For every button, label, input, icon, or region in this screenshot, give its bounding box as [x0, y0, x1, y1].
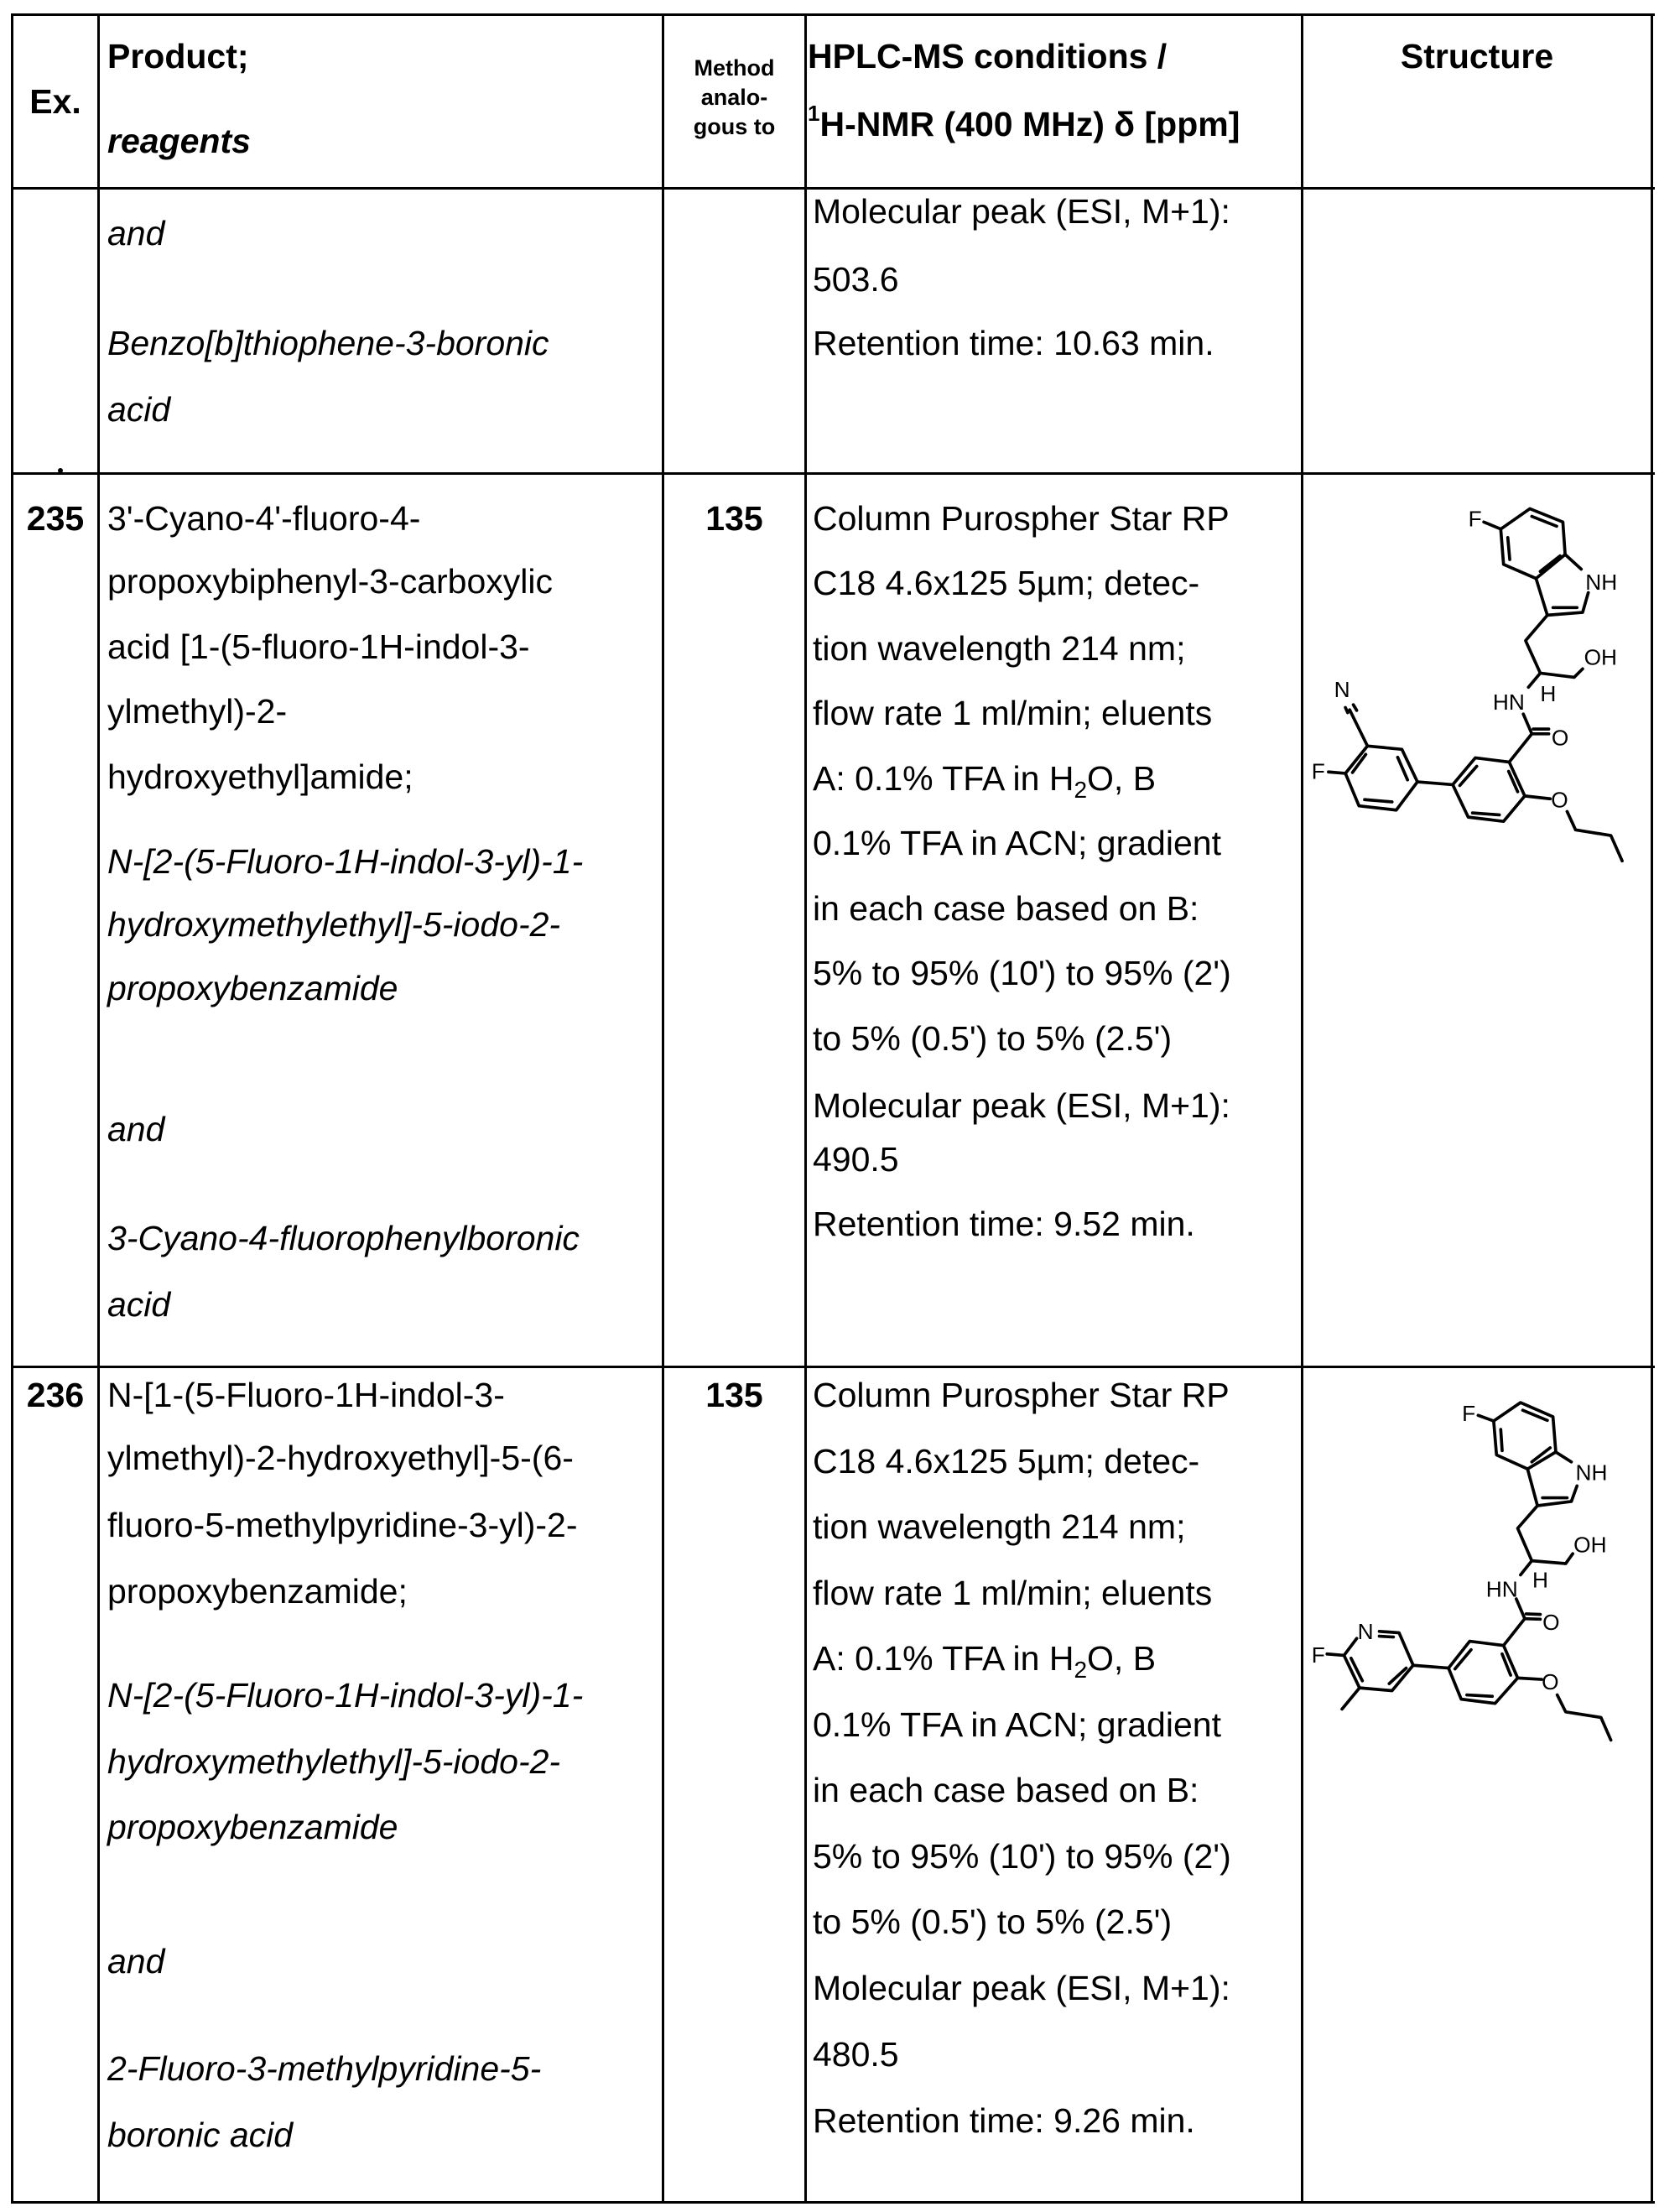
- header-hplc: HPLC-MS conditions /: [808, 35, 1167, 77]
- reagent-line: 2-Fluoro-3-methylpyridine-5-: [107, 2048, 541, 2090]
- hplc-line: C18 4.6x125 5µm; detec-: [813, 1440, 1199, 1482]
- col-border: [1301, 13, 1303, 2204]
- reagent-line: acid: [107, 388, 170, 430]
- retention-time: Retention time: 10.63 min.: [813, 322, 1214, 364]
- atom-label: O: [1552, 725, 1568, 750]
- col-border: [97, 13, 100, 2204]
- product-line: ylmethyl)-2-: [107, 690, 287, 732]
- atom-label: OH: [1573, 1533, 1606, 1558]
- atom-label: HN: [1486, 1576, 1518, 1601]
- hplc-line: tion wavelength 214 nm;: [813, 627, 1185, 669]
- atom-label: F: [1312, 1642, 1325, 1668]
- mol-peak-label: Molecular peak (ESI, M+1):: [813, 1967, 1230, 2009]
- atom-label: O: [1542, 1610, 1559, 1635]
- atom-label: F: [1312, 759, 1325, 784]
- header-ex: Ex.: [13, 81, 97, 122]
- reagent-line: N-[2-(5-Fluoro-1H-indol-3-yl)-1-: [107, 1674, 583, 1716]
- col-border: [11, 13, 13, 2204]
- hplc-line: C18 4.6x125 5µm; detec-: [813, 562, 1199, 604]
- product-line: acid [1-(5-fluoro-1H-indol-3-: [107, 626, 530, 668]
- header-method: Method: [664, 54, 804, 83]
- retention-time: Retention time: 9.52 min.: [813, 1203, 1195, 1245]
- reagent-line: Benzo[b]thiophene-3-boronic: [107, 322, 549, 364]
- method-ref: 135: [664, 1374, 804, 1416]
- hplc-line: 0.1% TFA in ACN; gradient: [813, 822, 1221, 864]
- col-border: [662, 13, 664, 2204]
- retention-time: Retention time: 9.26 min.: [813, 2100, 1195, 2142]
- hplc-line: in each case based on B:: [813, 887, 1199, 929]
- subscript: 2: [1074, 777, 1087, 803]
- subscript: 2: [1074, 1657, 1087, 1683]
- reagent-and: and: [107, 1108, 164, 1150]
- header-nmr-text: H-NMR (400 MHz) δ [ppm]: [819, 105, 1240, 143]
- atom-label: NH: [1576, 1460, 1608, 1486]
- structure-235: [1292, 470, 1659, 889]
- product-line: fluoro-5-methylpyridine-3-yl)-2-: [107, 1504, 578, 1546]
- col-border: [804, 13, 807, 2204]
- product-line: N-[1-(5-Fluoro-1H-indol-3-: [107, 1374, 505, 1416]
- hplc-eluent-a: [813, 1637, 1156, 1679]
- atom-label: H: [1540, 681, 1556, 706]
- atom-label: HN: [1493, 690, 1525, 715]
- reagent-line: hydroxymethylethyl]-5-iodo-2-: [107, 903, 560, 945]
- reagent-line: boronic acid: [107, 2114, 293, 2156]
- product-line: propoxybiphenyl-3-carboxylic: [107, 560, 553, 602]
- hplc-line: Column Purospher Star RP: [813, 497, 1230, 539]
- atom-label: F: [1469, 506, 1482, 531]
- header-structure: Structure: [1303, 35, 1651, 77]
- hplc-line: 5% to 95% (10') to 95% (2'): [813, 952, 1231, 994]
- stray-dot: [58, 468, 63, 473]
- header-bottom-border: [11, 187, 1655, 190]
- col-border: [1651, 13, 1653, 2204]
- atom-label: F: [1462, 1401, 1475, 1426]
- header-product: Product;: [107, 35, 249, 77]
- hplc-line: flow rate 1 ml/min; eluents: [813, 1572, 1212, 1614]
- mol-peak: 503.6: [813, 258, 899, 300]
- hplc-line: to 5% (0.5') to 5% (2.5'): [813, 1018, 1172, 1059]
- atom-label: O: [1542, 1669, 1558, 1694]
- reagent-line: acid: [107, 1283, 170, 1325]
- hplc-line: flow rate 1 ml/min; eluents: [813, 692, 1212, 734]
- hplc-line: Column Purospher Star RP: [813, 1374, 1230, 1416]
- reagent-and: and: [107, 212, 164, 254]
- structure-236: [1292, 1367, 1659, 1787]
- method-ref: 135: [664, 497, 804, 539]
- header-nmr: [808, 103, 1240, 145]
- product-line: propoxybenzamide;: [107, 1570, 408, 1612]
- reagent-line: 3-Cyano-4-fluorophenylboronic: [107, 1217, 580, 1259]
- superscript: 1: [808, 101, 819, 126]
- hplc-line: 0.1% TFA in ACN; gradient: [813, 1704, 1221, 1746]
- hplc-eluent-a: [813, 757, 1156, 799]
- hplc-line: tion wavelength 214 nm;: [813, 1506, 1185, 1548]
- header-reagents: reagents: [107, 120, 251, 162]
- eluent-text: O, B: [1087, 1639, 1156, 1678]
- reagent-line: propoxybenzamide: [107, 967, 398, 1009]
- eluent-text: O, B: [1087, 759, 1156, 798]
- hplc-line: in each case based on B:: [813, 1769, 1199, 1811]
- atom-label: H: [1532, 1568, 1548, 1593]
- atom-label: OH: [1584, 644, 1617, 669]
- product-line: ylmethyl)-2-hydroxyethyl]-5-(6-: [107, 1437, 574, 1479]
- mol-peak: 490.5: [813, 1138, 899, 1180]
- atom-label: N: [1334, 677, 1350, 702]
- atom-label: O: [1551, 787, 1568, 812]
- example-number: 236: [13, 1374, 97, 1416]
- eluent-text: A: 0.1% TFA in H: [813, 759, 1074, 798]
- header-method: gous to: [664, 112, 804, 142]
- hplc-line: 5% to 95% (10') to 95% (2'): [813, 1835, 1231, 1877]
- eluent-text: A: 0.1% TFA in H: [813, 1639, 1074, 1678]
- reagent-line: propoxybenzamide: [107, 1806, 398, 1848]
- table-top-border: [11, 13, 1655, 16]
- example-number: 235: [13, 497, 97, 539]
- mol-peak-label: Molecular peak (ESI, M+1):: [813, 190, 1230, 232]
- table-bottom-border: [11, 2201, 1655, 2204]
- product-line: hydroxyethyl]amide;: [107, 756, 413, 798]
- header-method: analo-: [664, 83, 804, 112]
- reagent-and: and: [107, 1940, 164, 1982]
- mol-peak: 480.5: [813, 2033, 899, 2075]
- reagent-line: hydroxymethylethyl]-5-iodo-2-: [107, 1741, 560, 1783]
- atom-label: N: [1358, 1619, 1374, 1644]
- hplc-line: to 5% (0.5') to 5% (2.5'): [813, 1901, 1172, 1943]
- mol-peak-label: Molecular peak (ESI, M+1):: [813, 1085, 1230, 1127]
- reagent-line: N-[2-(5-Fluoro-1H-indol-3-yl)-1-: [107, 841, 583, 882]
- product-line: 3'-Cyano-4'-fluoro-4-: [107, 497, 420, 539]
- atom-label: NH: [1585, 570, 1617, 595]
